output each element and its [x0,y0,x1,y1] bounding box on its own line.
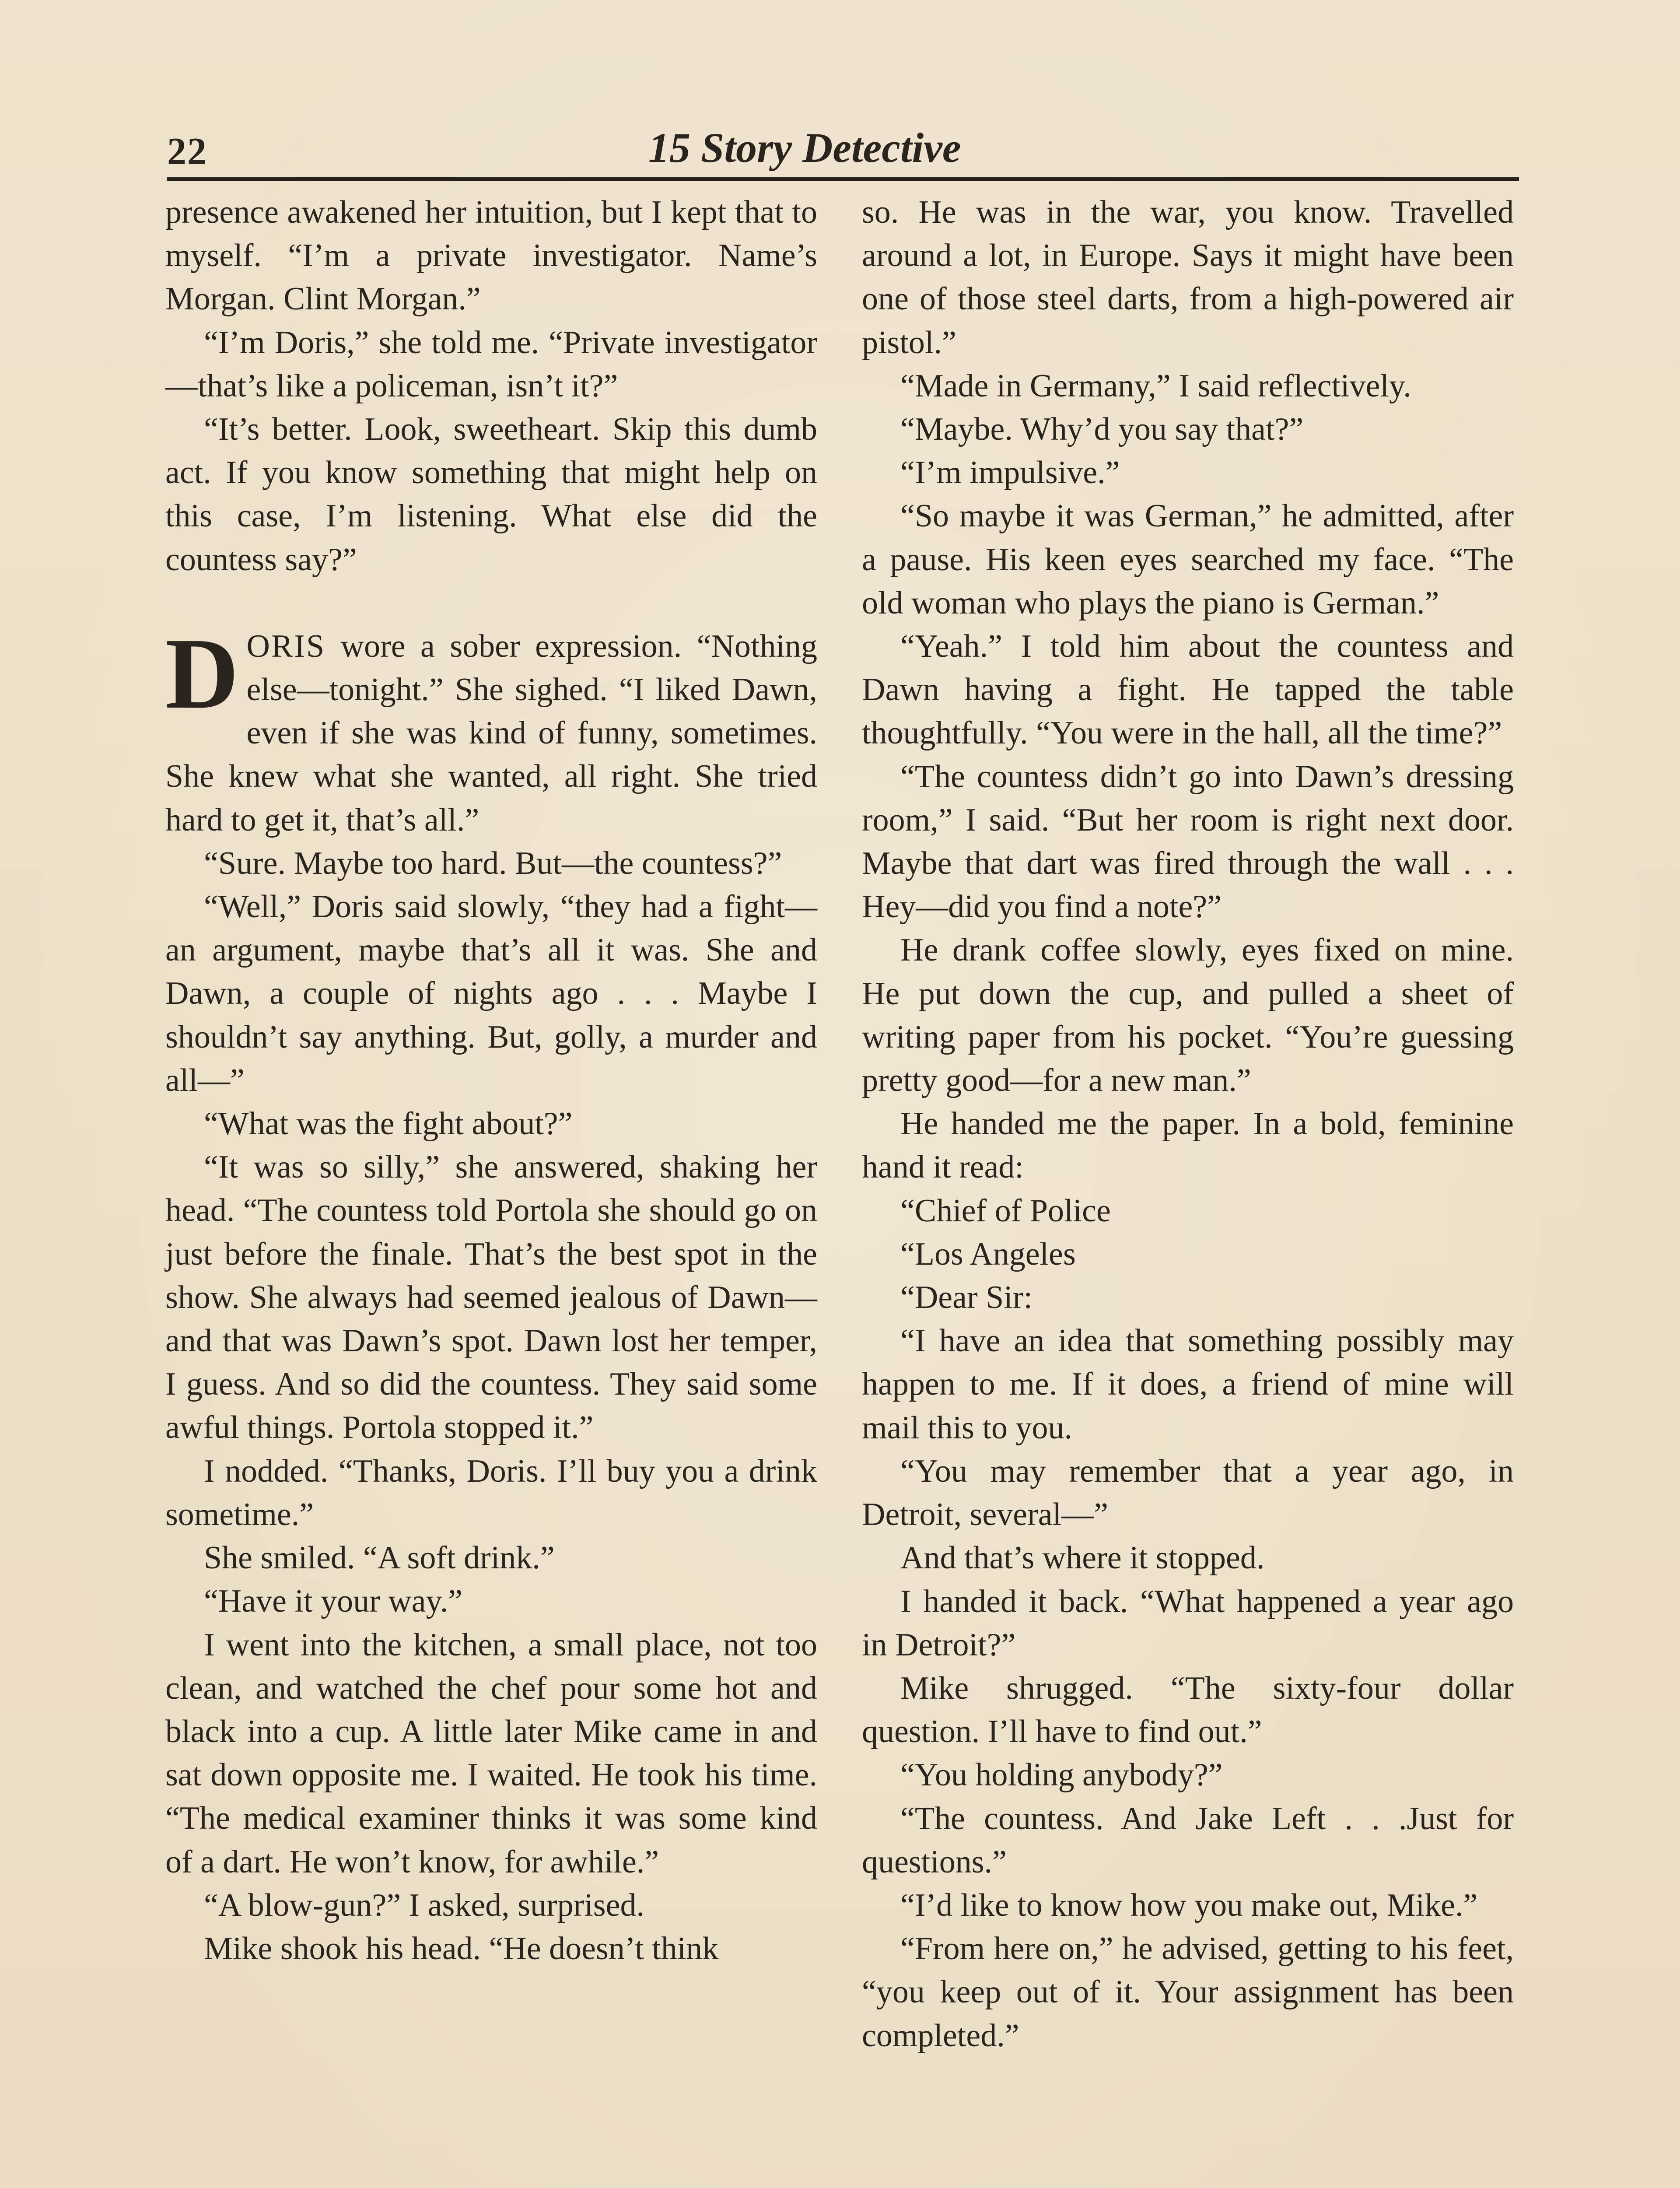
header-rule [167,177,1519,181]
paragraph: “I’m Doris,” she told me. “Private investigator—that’s like a policeman, isn’t it?” [165,324,817,404]
paragraph: presence awakened her intuition, but I kept that to myself. “I’m a private investigator. Name’s Morgan. Clint Morgan.” [165,194,817,317]
paragraph: And that’s where it stopped. [900,1540,1265,1576]
paragraph: I handed it back. “What happened a year ago in Detroit?” [862,1583,1514,1663]
paragraph: “Chief of Police [900,1192,1111,1229]
paragraph: “Maybe. Why’d you say that?” [900,411,1304,448]
paragraph: “Sure. Maybe too hard. But—the countess?” [204,845,782,881]
paragraph: so. He was in the war, you know. Travelled around a lot, in Europe. Says it might have been one of those steel darts, from a high-powered air pistol.” [862,194,1514,361]
paragraph: “Los Angeles [900,1236,1076,1272]
paragraph: “I’d like to know how you make out, Mike.” [900,1887,1478,1923]
dropcap-paragraph [165,617,817,842]
paragraph: “I’m impulsive.” [900,455,1120,491]
paragraph: “It’s better. Look, sweetheart. Skip this dumb act. If you know something that might help on this case, I’m listening. What else did the countess say?” [165,411,817,578]
paragraph: “It was so silly,” she answered, shaking her head. “The countess told Portola she should go on just before the finale. That’s the best spot in the show. She always had seemed jealous of Dawn—and that was Dawn’s spot. Dawn lost her temper, I guess. And so did the countess. They said some awful things. Portola stopped it.” [165,1149,817,1446]
paragraph: I went into the kitchen, a small place, not too clean, and watched the chef pour some hot and black into a cup. A little later Mike came in and sat down opposite me. I waited. He took his time. “The medical examiner thinks it was some kind of a dart. He won’t know, for awhile.” [165,1627,817,1880]
paragraph: “So maybe it was German,” he admitted, after a pause. His keen eyes searched my face. “The old woman who plays the piano is German.” [862,498,1514,621]
paragraph: He handed me the paper. In a bold, feminine hand it read: [862,1106,1514,1185]
paragraph: She smiled. “A soft drink.” [204,1540,555,1576]
lead-in-caps: ORIS [246,628,326,664]
paragraph: I nodded. “Thanks, Doris. I’ll buy you a drink sometime.” [165,1453,817,1532]
paragraph: “Have it your way.” [204,1583,463,1620]
paragraph: “You holding anybody?” [900,1757,1223,1793]
paragraph: Mike shrugged. “The sixty-four dollar question. I’ll have to find out.” [862,1670,1514,1750]
paragraph: Mike shook his head. “He doesn’t think [204,1930,719,1967]
paragraph: “A blow-gun?” I asked, surprised. [204,1887,644,1923]
paragraph-text: “Nothing else—tonight.” She sighed. “I liked Dawn, even if she was kind of funny, sometimes. She knew what she wanted, all right. She tried hard to get it, that’s all.” [165,628,817,838]
paragraph: “From here on,” he advised, getting to his feet, “you keep out of it. Your assignment has been completed.” [862,1931,1514,2054]
paragraph: He drank coffee slowly, eyes fixed on mine. He put down the cup, and pulled a sheet of writing paper from his pocket. “You’re guessing pretty good—for a new man.” [862,932,1514,1099]
page-number: 22 [167,130,207,173]
lead-in-rest: wore a sober expression. [326,628,697,664]
paragraph: “The countess didn’t go into Dawn’s dressing room,” I said. “But her room is right next door. Maybe that dart was fired through the wall . . . Hey—did you find a note?” [862,758,1514,925]
left-column [165,191,817,1971]
paragraph: “Yeah.” I told him about the countess and Dawn having a fight. He tapped the table thoughtfully. “You were in the hall, all the time?” [862,628,1514,751]
paragraph: “Well,” Doris said slowly, “they had a fight—an argument, maybe that’s all it was. She and Dawn, a couple of nights ago . . . Maybe I shouldn’t say anything. But, golly, a murder and all—” [165,889,817,1098]
page-header [167,122,1515,179]
paragraph: “You may remember that a year ago, in Detroit, several—” [862,1453,1514,1533]
paragraph: “I have an idea that something possibly may happen to me. If it does, a friend of mine will mail this to you. [862,1323,1514,1446]
paragraph: “Dear Sir: [900,1280,1033,1316]
paragraph: “The countess. And Jake Left . . .Just for questions.” [862,1800,1514,1880]
paragraph: “What was the fight about?” [204,1106,573,1142]
drop-cap-letter: D [165,617,239,730]
right-column [862,191,1514,2058]
paragraph: “Made in Germany,” I said reflectively. [900,368,1411,404]
running-title: 15 Story Detective [648,124,961,171]
